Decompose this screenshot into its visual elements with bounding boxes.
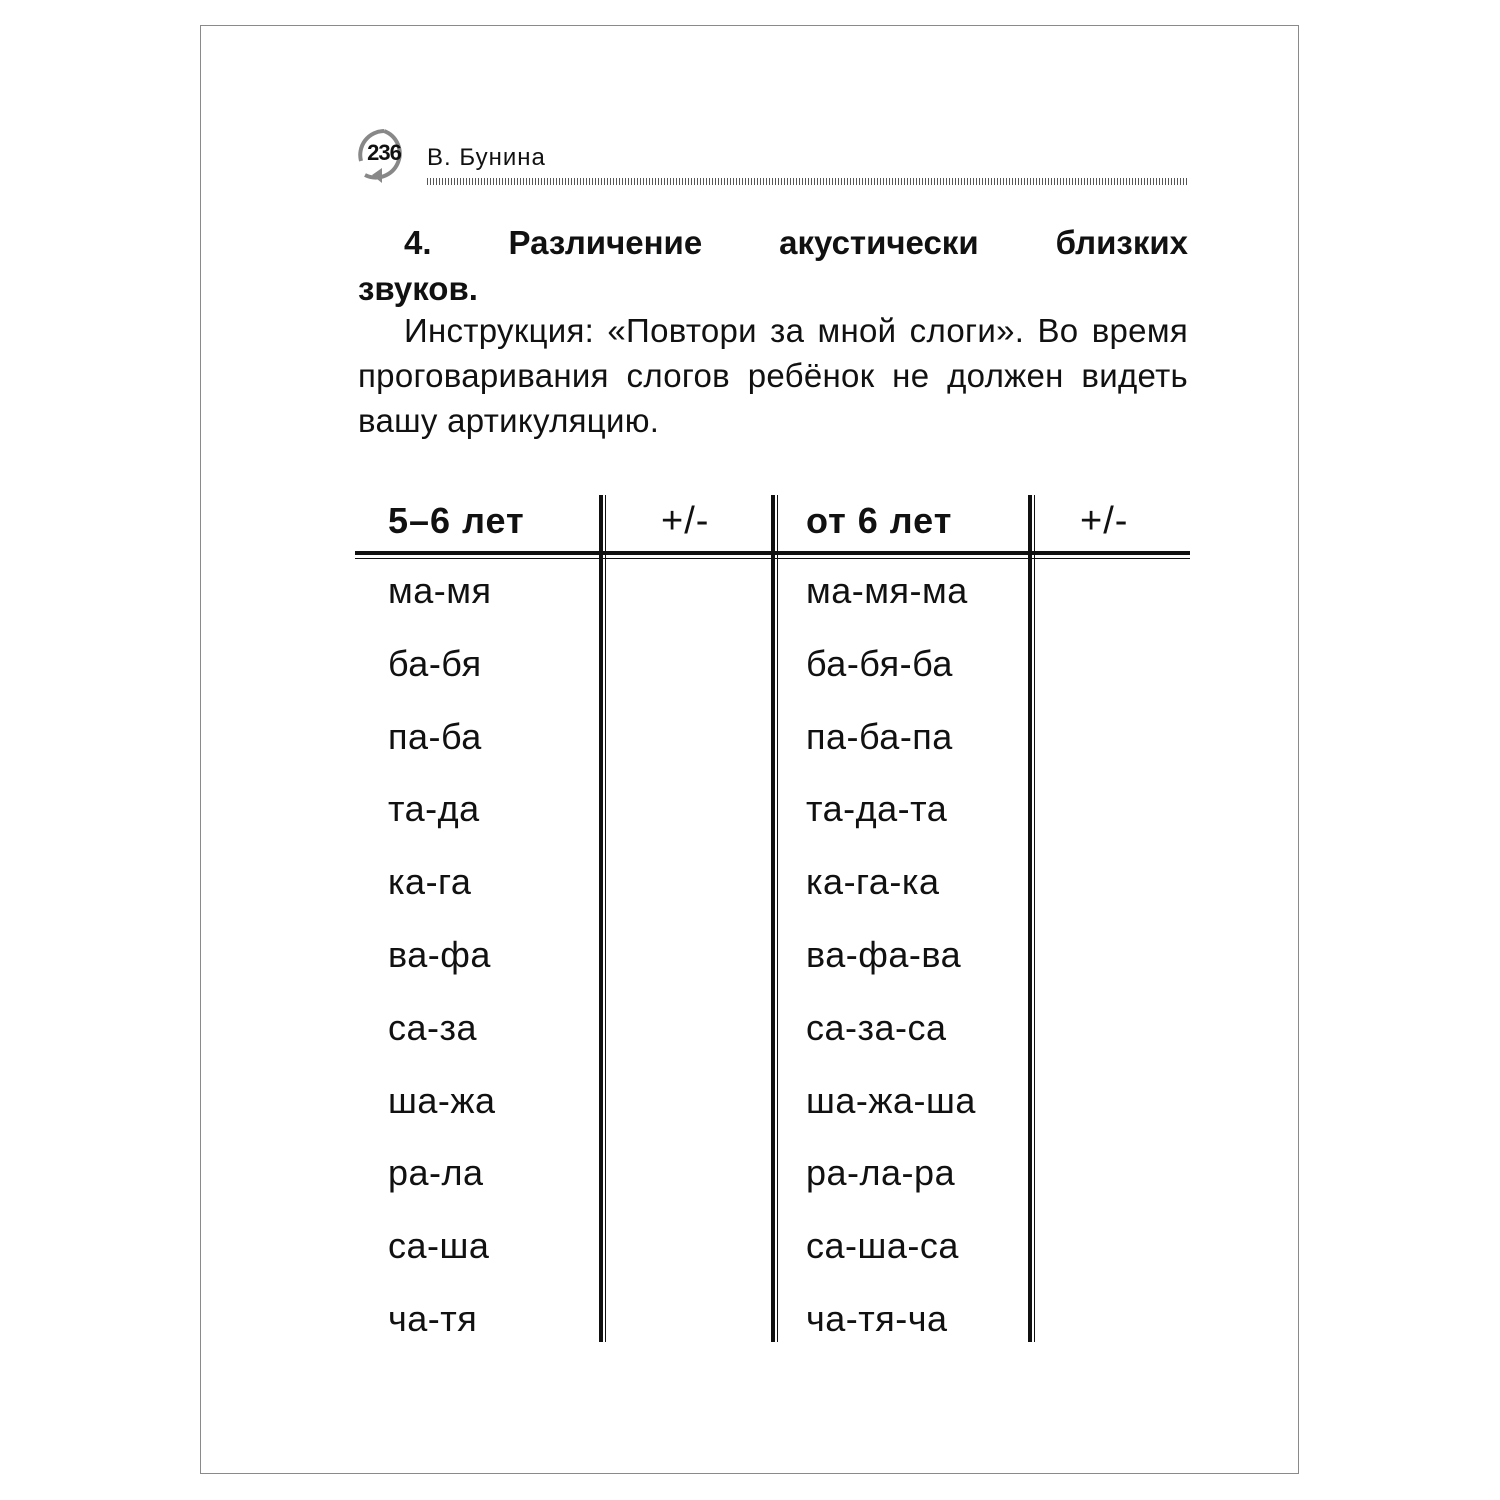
- page-number: 236: [367, 140, 401, 165]
- header-result-2: +/-: [1080, 500, 1129, 542]
- syllable-from-6: та-да-та: [806, 788, 948, 830]
- syllable-from-6: са-ша-са: [806, 1225, 959, 1267]
- syllable-table: [355, 495, 1190, 1345]
- syllable-from-6: ва-фа-ва: [806, 934, 962, 975]
- syllable-5-6: са-за: [388, 1006, 478, 1048]
- syllable-from-6: ча-тя-ча: [806, 1298, 948, 1339]
- syllable-5-6: па-ба: [388, 715, 482, 757]
- running-header-author: В. Бунина: [427, 144, 546, 171]
- instruction-paragraph: Инструкция: «Повтори за мной слоги». Во время проговаривания слогов ребёнок не должен видеть вашу артикуляцию.: [358, 312, 1188, 439]
- section-heading: [358, 220, 1188, 312]
- syllable-5-6: ча-тя: [388, 1298, 478, 1339]
- syllable-5-6: та-да: [388, 788, 480, 830]
- header-age-5-6: 5–6 лет: [388, 500, 525, 541]
- table-column-divider: [771, 495, 778, 1342]
- syllable-5-6: ма-мя: [388, 570, 492, 611]
- header-age-from-6: от 6 лет: [806, 500, 953, 541]
- table-header-rule: [355, 551, 1190, 559]
- page-header: [355, 125, 1190, 187]
- syllable-from-6: ша-жа-ша: [806, 1079, 976, 1121]
- header-result-1: +/-: [661, 500, 710, 542]
- syllable-5-6: ра-ла: [388, 1152, 484, 1194]
- header-dotted-rule: [427, 178, 1189, 185]
- syllable-5-6: ша-жа: [388, 1079, 496, 1121]
- syllable-from-6: ма-мя-ма: [806, 570, 968, 611]
- syllable-5-6: ка-га: [388, 861, 472, 903]
- table-column-divider: [599, 495, 606, 1342]
- section-heading-line-1: 4. Различение акустически близких: [404, 224, 1188, 261]
- syllable-from-6: ра-ла-ра: [806, 1152, 956, 1194]
- syllable-5-6: ва-фа: [388, 934, 491, 975]
- syllable-from-6: ба-бя-ба: [806, 642, 953, 684]
- syllable-5-6: са-ша: [388, 1225, 490, 1267]
- syllable-from-6: па-ба-па: [806, 715, 953, 757]
- syllable-from-6: ка-га-ка: [806, 861, 940, 903]
- section-heading-line-2: звуков.: [358, 270, 478, 307]
- syllable-from-6: са-за-са: [806, 1006, 947, 1048]
- syllable-5-6: ба-бя: [388, 642, 482, 684]
- table-column-divider: [1028, 495, 1035, 1342]
